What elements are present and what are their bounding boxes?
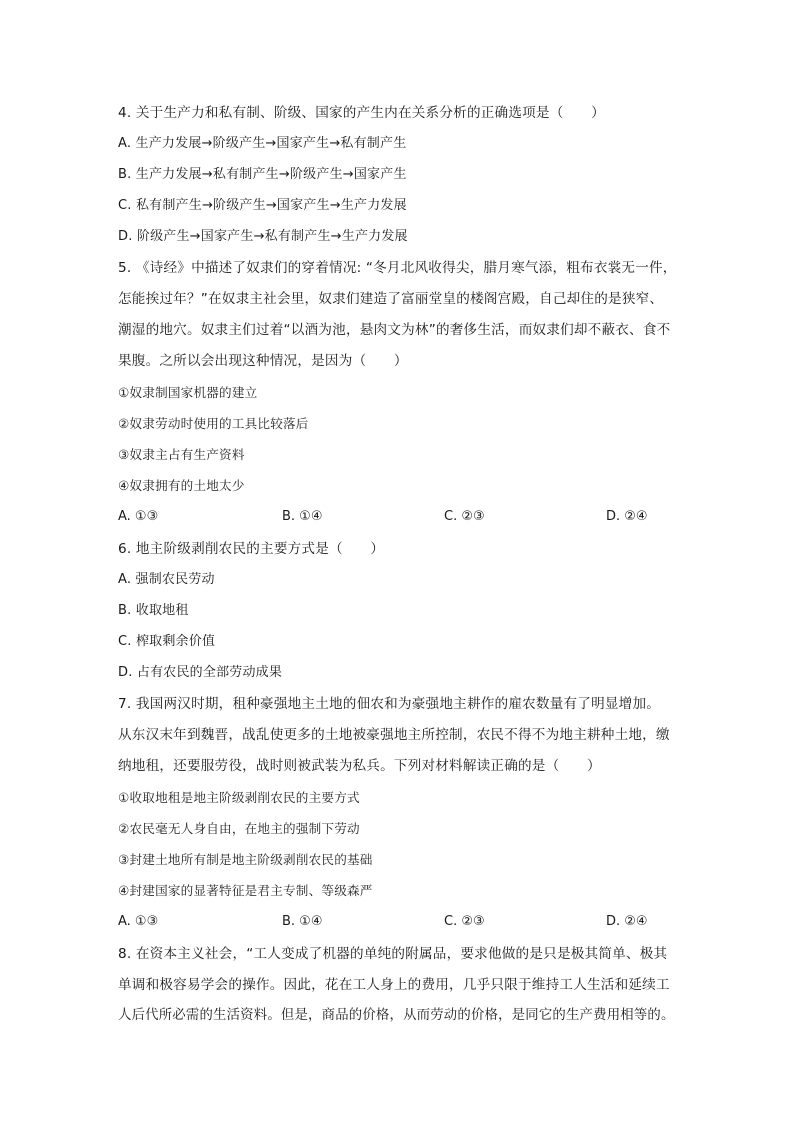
q5-stem-line-1: 5. 《诗经》中描述了奴隶们的穿着情况: “冬月北风收得尖，腊月寒气添，粗布衣裳无一件，: [118, 260, 677, 276]
q8-stem-line-3: 人后代所必需的生活资料。但是，商品的价格，从而劳动的价格，是同它的生产费用相等的。: [118, 1008, 675, 1023]
q7-item-1: ①收取地租是地主阶级剥削农民的主要方式: [118, 790, 360, 805]
q5-item-4: ④奴隶拥有的土地太少: [118, 478, 245, 493]
q5-stem-line-3: 潮湿的地穴。奴隶主们过着“以酒为池，悬肉文为林”的奢侈生活，而奴隶们却不蔽衣、食不: [118, 322, 671, 338]
q7-choice-b: B. ①④: [282, 914, 323, 929]
q6-option-c: C. 榨取剩余价值: [118, 634, 216, 649]
q7-item-4: ④封建国家的显著特征是君主专制、等级森严: [118, 883, 373, 898]
q8-stem-line-1: 8. 在资本主义社会，“工人变成了机器的单纯的附属品，要求他做的是只是极其简单、极其: [118, 946, 668, 962]
q7-stem-line-2: 从东汉末年到魏晋，战乱使更多的土地被豪强地主所控制，农民不得不为地主耕种土地，缴: [118, 727, 670, 743]
q5-stem-line-2: 怎能挨过年？”在奴隶主社会里，奴隶们建造了富丽堂皇的楼阁宫殿，自己却住的是狭窄、: [118, 291, 664, 307]
q4-option-a: A. 生产力发展→阶级产生→国家产生→私有制产生: [118, 136, 407, 151]
q5-choice-d: D. ②④: [606, 509, 648, 524]
q4-option-b: B. 生产力发展→私有制产生→阶级产生→国家产生: [118, 167, 407, 182]
q6-option-b: B. 收取地租: [118, 603, 189, 618]
q7-choices: [118, 913, 678, 931]
q5-choice-c: C. ②③: [444, 509, 485, 524]
q5-choices: [118, 508, 678, 526]
q7-stem-line-1: 7. 我国两汉时期，租种豪强地主土地的佃农和为豪强地主耕作的雇农数量有了明显增加。: [118, 696, 661, 712]
q7-choice-d: D. ②④: [606, 914, 648, 929]
q7-stem-line-3: 纳地租，还要服劳役，战时则被武装为私兵。下列对材料解读正确的是（ ）: [118, 758, 601, 774]
q5-choice-b: B. ①④: [282, 509, 323, 524]
q7-choice-c: C. ②③: [444, 914, 485, 929]
q8-stem-line-2: 单调和极容易学会的操作。因此，花在工人身上的费用，几乎只限于维持工人生活和延续工: [118, 977, 670, 993]
q5-stem-line-4: 果腹。之所以会出现这种情况，是因为（ ）: [118, 353, 408, 369]
q4-stem: 4. 关于生产力和私有制、阶级、国家的产生内在关系分析的正确选项是（ ）: [118, 105, 605, 121]
q4-option-c: C. 私有制产生→阶级产生→国家产生→生产力发展: [118, 198, 407, 213]
q6-option-a: A. 强制农民劳动: [118, 572, 215, 587]
q7-item-2: ②农民毫无人身自由，在地主的强制下劳动: [118, 821, 360, 836]
q5-item-1: ①奴隶制国家机器的建立: [118, 385, 258, 400]
q7-item-3: ③封建土地所有制是地主阶级剥削农民的基础: [118, 852, 373, 867]
q7-choice-a: A. ①③: [118, 914, 159, 929]
q6-stem: 6. 地主阶级剥削农民的主要方式是（ ）: [118, 541, 385, 557]
q6-option-d: D. 占有农民的全部劳动成果: [118, 665, 283, 680]
q4-option-d: D. 阶级产生→国家产生→私有制产生→生产力发展: [118, 229, 408, 244]
q5-item-3: ③奴隶主占有生产资料: [118, 447, 245, 462]
q5-choice-a: A. ①③: [118, 509, 159, 524]
q5-item-2: ②奴隶劳动时使用的工具比较落后: [118, 416, 309, 431]
